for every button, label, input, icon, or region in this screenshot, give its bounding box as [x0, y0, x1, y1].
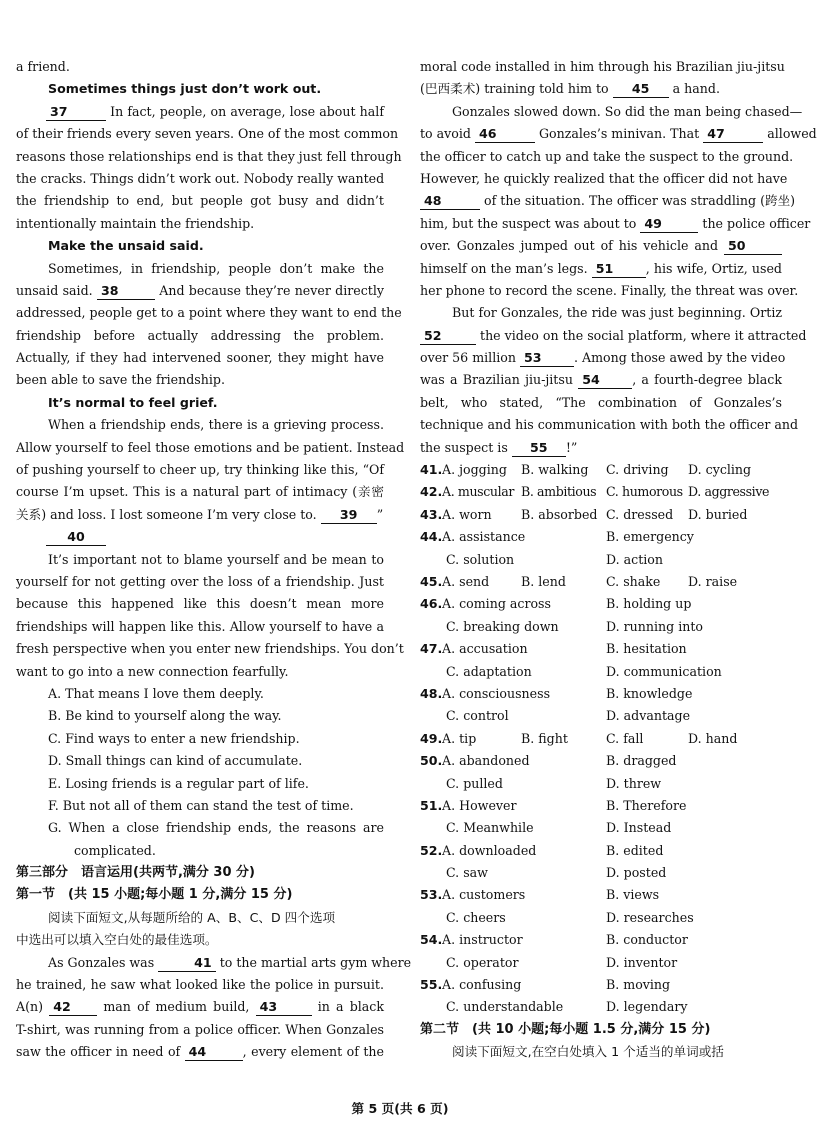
text-line: Allow yourself to feel those emotions and be patient. Instead [16, 439, 405, 455]
option-g-cont: complicated. [74, 842, 156, 858]
blank-42[interactable]: 42 [49, 999, 97, 1016]
question-54: 54. A. instructor B. conductor [420, 932, 688, 948]
page-footer: 第 5 页(共 6 页) [351, 1101, 449, 1116]
text-line: belt, who stated, “The combination of Gonzales’s [420, 394, 782, 410]
blank-45[interactable]: 45 [613, 81, 669, 98]
text-line: her phone to record the scene. Finally, the threat was over. [420, 282, 799, 298]
option-e: E. Losing friends is a regular part of life. [48, 775, 309, 791]
blank-44[interactable]: 44 [185, 1044, 243, 1061]
question-48-cont: C. control D. advantage [446, 708, 691, 724]
text-line: saw the officer in need of 44 , every element of the [16, 1044, 384, 1060]
text-line: the friendship to end, but people got busy and didn’t [16, 193, 384, 209]
text-line: moral code installed in him through his Brazilian jiu-jitsu [420, 59, 785, 74]
section-heading: Make the unsaid said. [48, 238, 204, 254]
instruction: 中选出可以填入空白处的最佳选项。 [16, 932, 218, 948]
blank-40[interactable]: 40 [46, 529, 106, 546]
text-line: technique and his communication with both the officer and [420, 417, 799, 433]
text-line: 关系) and loss. I lost someone I’m very close to. 39 ” [16, 506, 384, 522]
part-heading: 第三部分 语言运用(共两节,满分 30 分) [16, 865, 255, 881]
blank-50[interactable]: 50 [724, 238, 782, 255]
option-d: D. Small things can kind of accumulate. [48, 753, 303, 769]
blank-41[interactable]: 41 [158, 955, 216, 972]
text-line: But for Gonzales, the ride was just beginning. Ortiz [452, 305, 782, 321]
blank-52[interactable]: 52 [420, 328, 476, 345]
text-line: a friend. [16, 59, 70, 74]
instruction: 阅读下面短文,从每题所给的 A、B、C、D 四个选项 [48, 909, 336, 925]
section-heading: 第二节 (共 10 小题;每小题 1.5 分,满分 15 分) [420, 1021, 711, 1037]
blank-49[interactable]: 49 [640, 216, 698, 233]
text-line: It’s important not to blame yourself and be mean to [48, 551, 384, 567]
option-c: C. Find ways to enter a new friendship. [48, 730, 300, 746]
text-line: friendships will happen like this. Allow yourself to have a [16, 618, 384, 634]
text-line: because this happened like this doesn’t mean more [16, 596, 384, 612]
text-line: course I’m upset. This is a natural part of intimacy (亲密 [16, 484, 384, 500]
blank-43[interactable]: 43 [256, 999, 312, 1016]
text-line: over 56 million 53 . Among those awed by the video [420, 350, 786, 366]
text-line: (巴西柔术) training told him to 45 a hand. [420, 81, 720, 97]
question-46: 46. A. coming across B. holding up [420, 596, 692, 612]
text-line: friendship before actually addressing the problem. [16, 327, 384, 343]
blank-55[interactable]: 55 [512, 440, 566, 457]
blank-38[interactable]: 38 [97, 283, 155, 300]
question-55: 55. A. confusing B. moving [420, 977, 671, 993]
question-55-cont: C. understandable D. legendary [446, 999, 688, 1015]
text-line: want to go into a new connection fearfully. [16, 663, 289, 679]
text-line: As Gonzales was 41 to the martial arts gym where [48, 954, 412, 970]
text-line: Sometimes, in friendship, people don’t make the [48, 260, 384, 276]
question-46-cont: C. breaking down D. running into [446, 618, 703, 634]
section-heading: Sometimes things just don’t work out. [48, 81, 322, 97]
text-line: himself on the man’s legs. 51 , his wife, Ortiz, used [420, 260, 782, 276]
question-54-cont: C. operator D. inventor [446, 954, 678, 970]
section-heading: It’s normal to feel grief. [48, 394, 218, 410]
question-43: 43. A. worn B. absorbed C. dressed D. buried [420, 506, 748, 522]
question-47: 47. A. accusation B. hesitation [420, 641, 687, 657]
question-49: 49. A. tip B. fight C. fall D. hand [420, 730, 738, 746]
blank-51[interactable]: 51 [592, 261, 646, 278]
text-line: unsaid said. 38 And because they’re never directly [16, 282, 384, 298]
question-47-cont: C. adaptation D. communication [446, 663, 722, 679]
blank-48[interactable]: 48 [420, 193, 480, 210]
text-line: When a friendship ends, there is a grieving process. [48, 417, 384, 433]
text-line: yourself for not getting over the loss of a friendship. Just [16, 573, 384, 589]
blank-54[interactable]: 54 [578, 372, 632, 389]
question-48: 48. A. consciousness B. knowledge [420, 685, 693, 701]
question-41: 41. A. jogging B. walking C. driving D. cycling [420, 462, 752, 478]
question-51-cont: C. Meanwhile D. Instead [446, 820, 672, 836]
text-line: the cracks. Things didn’t work out. Nobody really wanted [16, 170, 385, 186]
text-line [16, 526, 384, 548]
blank-39[interactable]: 39 [321, 507, 377, 524]
text-line: to avoid 46 Gonzales’s minivan. That 47 allowed [420, 126, 817, 142]
text-line: 52 the video on the social platform, where it attracted [420, 325, 782, 347]
text-line: Actually, if they had intervened sooner, they might have [16, 350, 384, 366]
question-44: 44. A. assistance B. emergency [420, 529, 694, 545]
question-52: 52. A. downloaded B. edited [420, 842, 664, 858]
option-g: G. When a close friendship ends, the reasons are [48, 820, 384, 836]
instruction: 阅读下面短文,在空白处填入 1 个适当的单词或括 [452, 1044, 724, 1060]
right-column [420, 56, 817, 1064]
blank-53[interactable]: 53 [520, 350, 574, 367]
text-line: the suspect is 55 !” [420, 439, 578, 455]
text-line: of pushing yourself to cheer up, try thinking like this, “Of [16, 462, 384, 478]
text-line: Gonzales slowed down. So did the man being chased— [452, 103, 803, 119]
text-line: him, but the suspect was about to 49 the police officer [420, 215, 811, 231]
question-50: 50. A. abandoned B. dragged [420, 753, 677, 769]
text-line: of their friends every seven years. One of the most common [16, 126, 399, 142]
option-a: A. That means I love them deeply. [48, 685, 264, 701]
text-line: over. Gonzales jumped out of his vehicle and 50 [420, 235, 782, 257]
blank-47[interactable]: 47 [703, 126, 763, 143]
text-line: been able to save the friendship. [16, 372, 225, 388]
question-53-cont: C. cheers D. researches [446, 909, 694, 925]
section-heading: 第一节 (共 15 小题;每小题 1 分,满分 15 分) [16, 887, 293, 903]
question-51: 51. A. However B. Therefore [420, 797, 687, 813]
text-line: reasons those relationships end is that they just fell through [16, 148, 402, 164]
text-line: A(n) 42 man of medium build, 43 in a black [16, 999, 384, 1015]
text-line: intentionally maintain the friendship. [16, 215, 255, 231]
question-44-cont: C. solution D. action [446, 551, 663, 567]
blank-37[interactable]: 37 [46, 104, 106, 121]
text-line: fresh perspective when you enter new friendships. You don’t [16, 641, 404, 657]
question-52-cont: C. saw D. posted [446, 865, 667, 881]
question-42: 42. A. muscular B. ambitious C. humorous D. aggressive [420, 484, 770, 500]
text-line: the officer to catch up and take the suspect to the ground. [420, 148, 794, 164]
question-53: 53. A. customers B. views [420, 887, 660, 903]
text-line: 48 of the situation. The officer was straddling (跨坐) [420, 190, 782, 212]
option-b: B. Be kind to yourself along the way. [48, 708, 282, 724]
text-line: 37 In fact, people, on average, lose about half [16, 101, 384, 123]
question-50-cont: C. pulled D. threw [446, 775, 662, 791]
blank-46[interactable]: 46 [475, 126, 535, 143]
text-line: he trained, he saw what looked like the police in pursuit. [16, 977, 384, 993]
text-line: However, he quickly realized that the officer did not have [420, 170, 788, 186]
left-column [16, 56, 412, 1064]
text-line: addressed, people get to a point where they want to end the [16, 305, 402, 321]
text-line: was a Brazilian jiu-jitsu 54 , a fourth-degree black [420, 372, 782, 388]
option-f: F. But not all of them can stand the test of time. [48, 797, 354, 813]
text-line: T-shirt, was running from a police officer. When Gonzales [16, 1021, 384, 1037]
question-45: 45. A. send B. lend C. shake D. raise [420, 573, 738, 589]
